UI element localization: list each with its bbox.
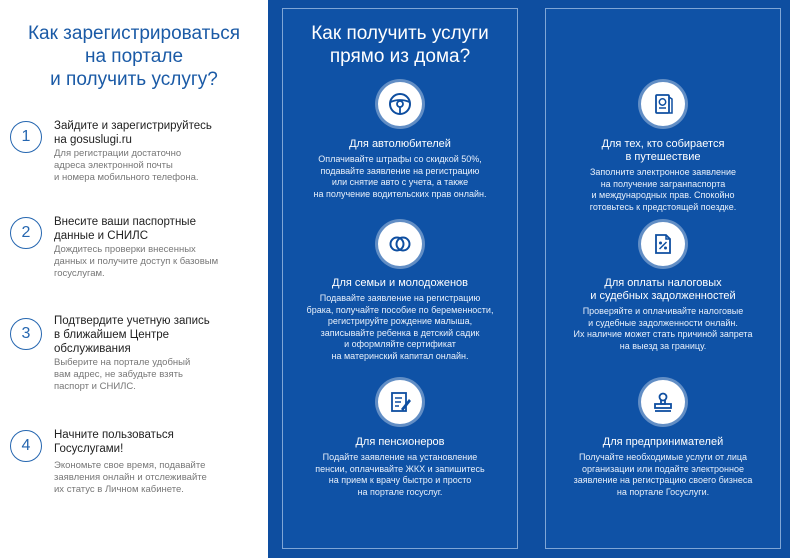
steering-wheel-icon xyxy=(378,82,422,126)
registration-title: Как зарегистрироваться на портале и получить услугу? xyxy=(27,23,241,90)
service-description: Получайте необходимые услуги от лица организации или подайте электронное заявление на регистрацию своего бизнеса на портале Госуслуги. xyxy=(573,452,753,497)
service-title: Для семьи и молодоженов xyxy=(332,277,468,289)
services-title: Как получить услуги прямо из дома? xyxy=(311,23,489,67)
service-description: Оплачивайте штрафы со скидкой 50%, подавайте заявление на регистрацию или снятие авто с учета, а также на получение водительских прав онлайн. xyxy=(313,154,487,199)
step-description: Выберите на портале удобный вам адрес, не забудьте взять паспорт и СНИЛС. xyxy=(54,357,191,392)
service-title: Для пенсионеров xyxy=(355,436,445,448)
step-number-2: 2 xyxy=(10,217,42,249)
service-description: Проверяйте и оплачивайте налоговые и судебные задолженности онлайн. Их наличие может стать причиной запрета на выезд за границу. xyxy=(573,306,753,351)
service-description: Подавайте заявление на регистрацию брака, получайте пособие по беременности, регистрируйте рождение малыша, записывайте ребенка в детский садик и оформляйте сертификат на материнский капитал онлайн. xyxy=(306,293,494,361)
passport-icon xyxy=(641,82,685,126)
step-title: Зайдите и зарегистрируйтесь на gosuslugi.ru xyxy=(54,120,212,146)
step-description: Дождитесь проверки внесенных данных и получите доступ к базовым госуслугам. xyxy=(54,244,219,279)
tax-document-icon xyxy=(641,222,685,266)
step-number-1: 1 xyxy=(10,121,42,153)
service-title: Для автолюбителей xyxy=(349,138,451,150)
service-description: Заполните электронное заявление на получение загранпаспорта и международных прав. Спокойно готовьтесь к предстоящей поездке. xyxy=(589,167,737,212)
service-title: Для оплаты налоговых и судебных задолженностей xyxy=(590,277,736,302)
service-title: Для предпринимателей xyxy=(602,436,724,448)
step-title: Внесите ваши паспортные данные и СНИЛС xyxy=(54,216,196,242)
step-description: Экономьте свое время, подавайте заявления онлайн и отслеживайте их статус в Личном кабинете. xyxy=(54,460,207,495)
step-title: Подтвердите учетную запись в ближайшем Центре обслуживания xyxy=(54,315,210,355)
service-title: Для тех, кто собирается в путешествие xyxy=(601,138,725,163)
step-number-4: 4 xyxy=(10,430,42,462)
step-title: Начните пользоваться Госуслугами! xyxy=(54,429,174,455)
document-edit-icon xyxy=(378,380,422,424)
wedding-rings-icon xyxy=(378,222,422,266)
registration-section xyxy=(0,0,268,558)
step-number-3: 3 xyxy=(10,318,42,350)
stamp-icon xyxy=(641,380,685,424)
service-description: Подайте заявление на установление пенсии, оплачивайте ЖКХ и запишитесь на прием к врачу быстро и просто на портале госуслуг. xyxy=(315,452,485,497)
step-description: Для регистрации достаточно адреса электронной почты и номера мобильного телефона. xyxy=(54,148,199,183)
